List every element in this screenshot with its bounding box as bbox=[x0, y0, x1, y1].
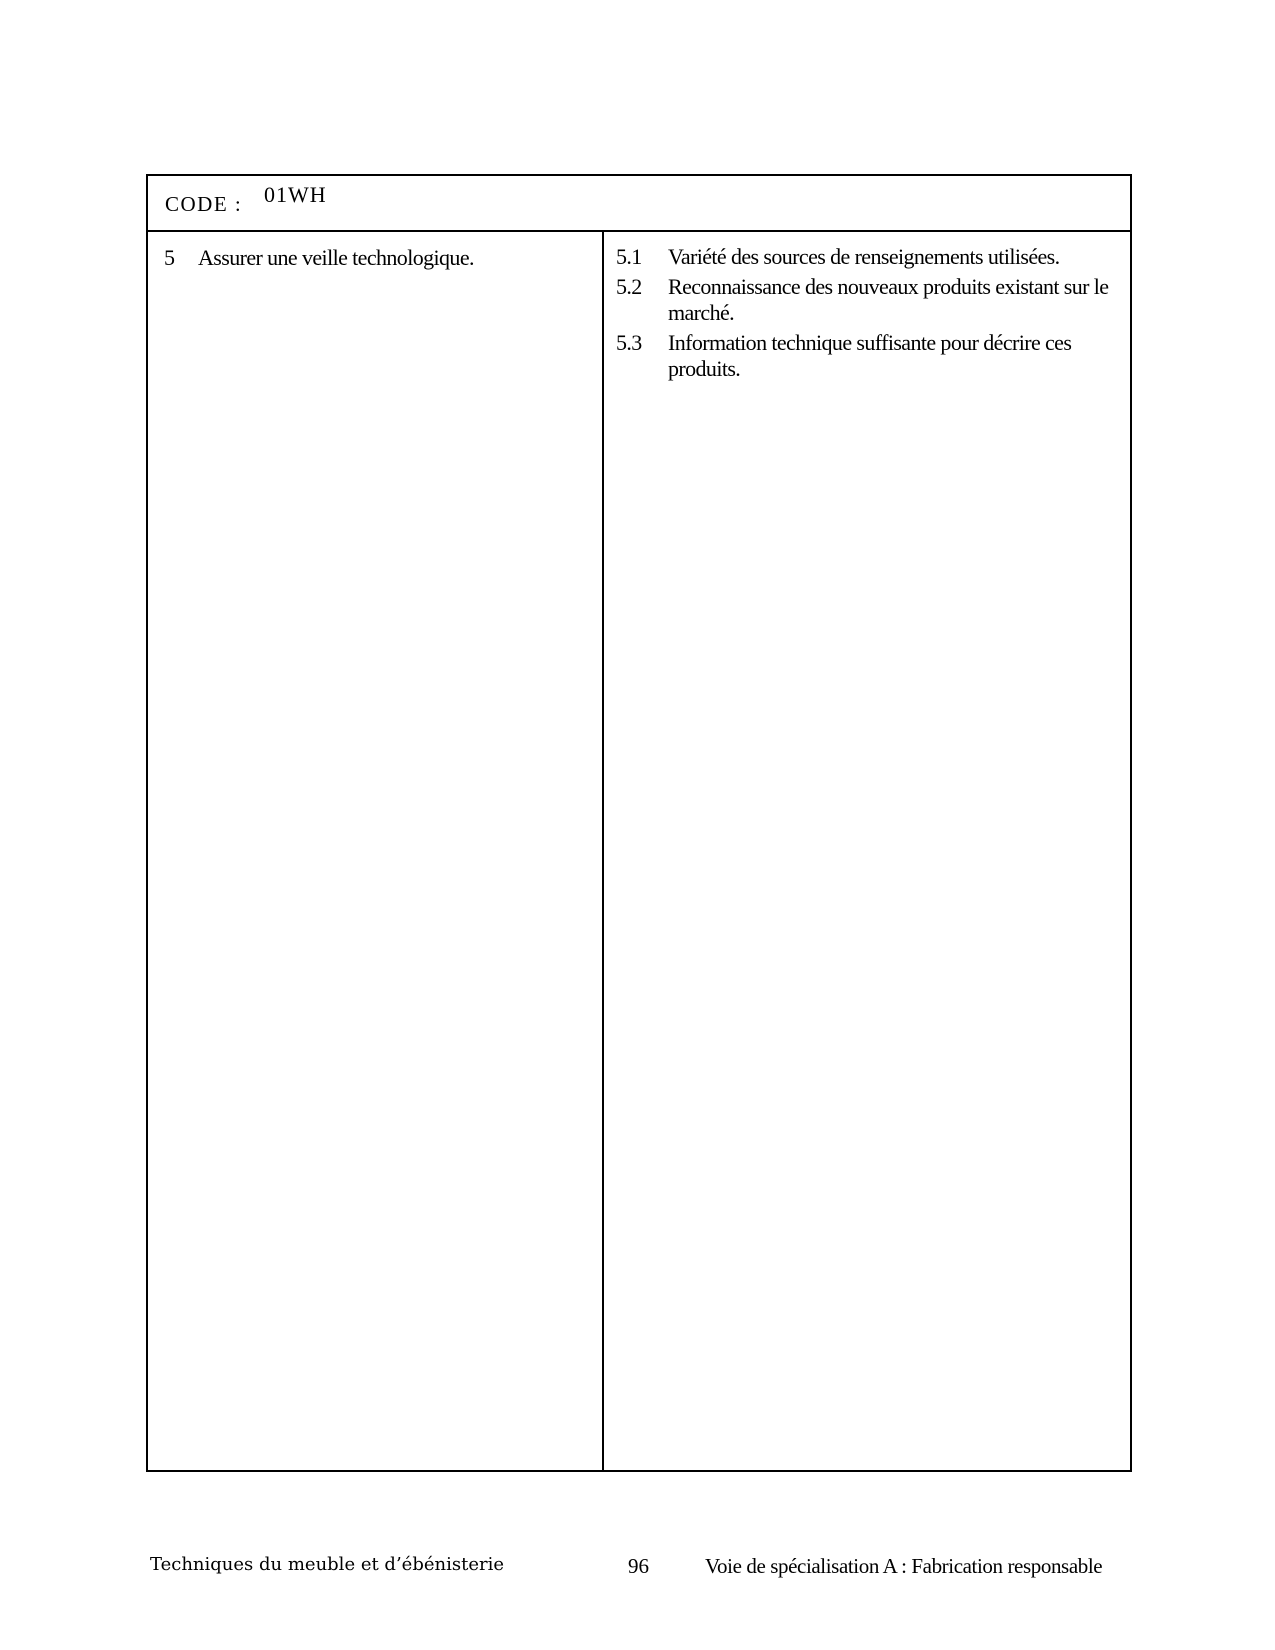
criterion-text: Information technique suffisante pour décrire ces produits. bbox=[668, 330, 1072, 381]
page-footer bbox=[0, 1554, 1275, 1584]
element-item bbox=[164, 244, 474, 272]
criterion-number: 5.1 bbox=[616, 244, 642, 269]
footer-specialization: Voie de spécialisation A : Fabrication responsable bbox=[705, 1554, 1103, 1578]
code-row bbox=[148, 176, 1130, 232]
code-label: CODE : bbox=[165, 192, 243, 216]
criteria-list bbox=[616, 244, 1126, 386]
element-cell bbox=[148, 232, 602, 1470]
page-number: 96 bbox=[628, 1554, 649, 1578]
criterion-text: Variété des sources de renseignements utilisées. bbox=[668, 244, 1060, 269]
criterion-item bbox=[616, 244, 1126, 270]
code-value: 01WH bbox=[264, 182, 327, 207]
element-text: Assurer une veille technologique. bbox=[198, 245, 474, 270]
criteria-cell bbox=[604, 232, 1130, 1470]
criterion-item bbox=[616, 274, 1126, 326]
element-number: 5 bbox=[164, 245, 175, 270]
criterion-number: 5.3 bbox=[616, 330, 642, 355]
criterion-number: 5.2 bbox=[616, 274, 642, 299]
criterion-text: Reconnaissance des nouveaux produits existant sur le marché. bbox=[668, 274, 1109, 325]
criterion-item bbox=[616, 330, 1126, 382]
competency-table bbox=[146, 174, 1132, 1472]
footer-program-title: Techniques du meuble et d’ébénisterie bbox=[150, 1554, 504, 1575]
